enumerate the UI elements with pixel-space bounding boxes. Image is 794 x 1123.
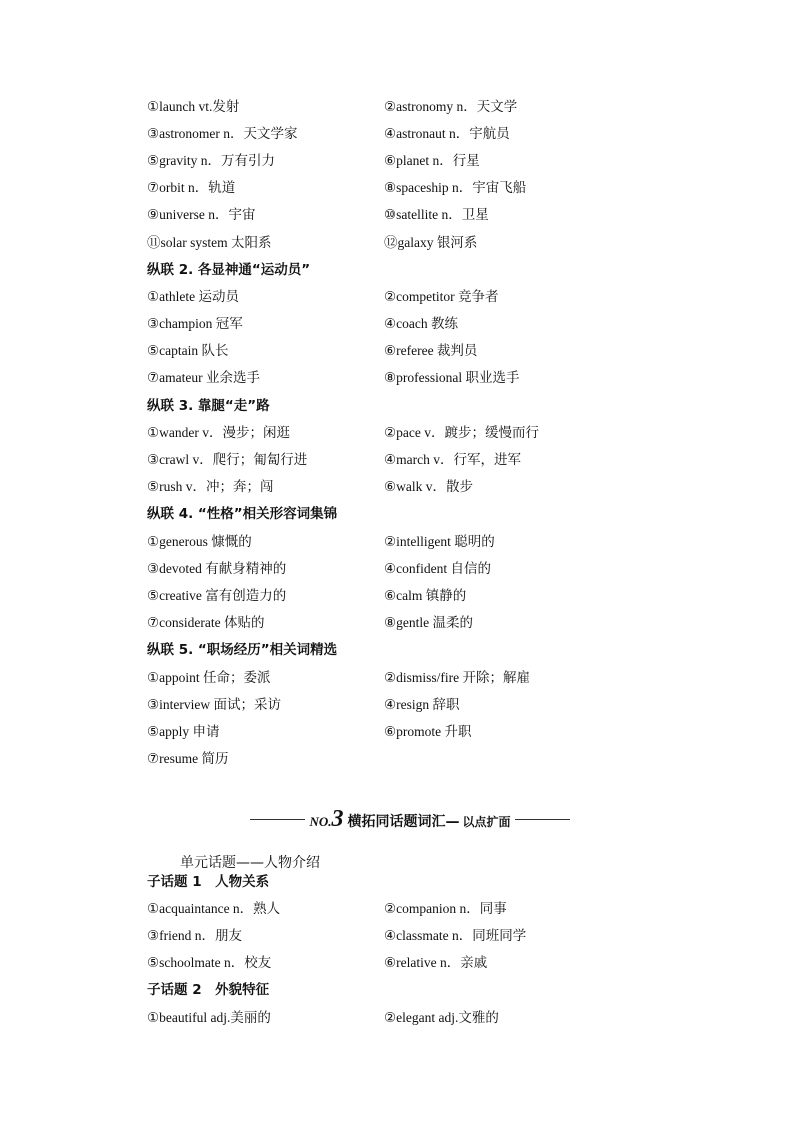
vocab-item: ⑤rush v．冲；奔；闯 xyxy=(147,479,274,495)
vocab-row xyxy=(147,173,647,200)
vocab-item: ⑪solar system 太阳系 xyxy=(147,234,272,250)
vocab-row xyxy=(147,118,647,145)
vocab-row xyxy=(147,363,647,390)
vocab-item: ②elegant adj.文雅的 xyxy=(384,1009,499,1025)
vocab-item: ⑤schoolmate n．校友 xyxy=(147,955,272,971)
unit-topic: 单元话题——人物介绍 xyxy=(180,855,320,871)
vocab-row xyxy=(147,948,647,975)
vocab-item: ⑥calm 镇静的 xyxy=(384,587,467,603)
vocab-row xyxy=(147,1002,647,1029)
vocab-row xyxy=(147,281,647,308)
vocab-item: ④march v．行军，进军 xyxy=(384,452,521,468)
vocab-item: ①wander v．漫步；闲逛 xyxy=(147,424,290,440)
vocab-row xyxy=(147,309,647,336)
vocab-item: ①generous 慷慨的 xyxy=(147,533,252,549)
banner-no: NO. xyxy=(309,813,332,829)
vocab-row xyxy=(147,608,647,635)
vocab-item: ⑧professional 职业选手 xyxy=(384,370,520,386)
vocab-row xyxy=(147,716,647,743)
vocab-row xyxy=(147,472,647,499)
vocab-row xyxy=(147,580,647,607)
vocab-item: ③champion 冠军 xyxy=(147,316,243,332)
vocab-item: ②pace v．踱步；缓慢而行 xyxy=(384,424,539,440)
subtopic-heading: 子话题 1 人物关系 xyxy=(147,873,270,890)
vocabulary-list-upper xyxy=(147,91,647,771)
vocab-item: ⑥promote 升职 xyxy=(384,723,472,739)
vocab-item: ④coach 教练 xyxy=(384,316,458,332)
vocab-item: ⑥walk v．散步 xyxy=(384,479,473,495)
vocab-item: ①appoint 任命；委派 xyxy=(147,669,271,685)
vocab-row xyxy=(147,227,647,254)
vocab-item: ④confident 自信的 xyxy=(384,560,491,576)
vocab-item: ⑤creative 富有创造力的 xyxy=(147,587,287,603)
vocab-item: ③astronomer n．天文学家 xyxy=(147,125,298,141)
vocab-row xyxy=(147,920,647,947)
vocab-item: ④resign 辞职 xyxy=(384,696,460,712)
vocab-item: ③friend n．朋友 xyxy=(147,927,242,943)
vocab-item: ⑧gentle 温柔的 xyxy=(384,615,473,631)
vocab-item: ⑥relative n．亲戚 xyxy=(384,955,488,971)
vocab-row xyxy=(147,91,647,118)
vocab-item: ⑤apply 申请 xyxy=(147,723,220,739)
banner-heading: 横拓同话题词汇 xyxy=(347,813,446,830)
vocab-item: ②companion n．同事 xyxy=(384,900,507,916)
banner-number: 3 xyxy=(331,805,344,832)
subtopic-heading: 子话题 2 外貌特征 xyxy=(147,982,270,999)
vocab-item: ⑨universe n．宇宙 xyxy=(147,207,256,223)
vocab-item: ①beautiful adj.美丽的 xyxy=(147,1009,271,1025)
vocab-row xyxy=(147,553,647,580)
vocab-row xyxy=(147,744,647,771)
vocabulary-list-lower xyxy=(147,866,647,1029)
vocab-item: ⑦considerate 体贴的 xyxy=(147,615,265,631)
divider xyxy=(515,819,570,820)
vocab-row xyxy=(147,444,647,471)
section-heading: 纵联 2. 各显神通“运动员” xyxy=(147,261,311,278)
banner-dash: — xyxy=(445,813,460,830)
vocab-item: ⑦resume 简历 xyxy=(147,751,229,767)
vocab-row xyxy=(147,417,647,444)
vocab-item: ⑥referee 裁判员 xyxy=(384,343,478,359)
section-banner xyxy=(250,802,570,836)
vocab-item: ⑥planet n．行星 xyxy=(384,152,480,168)
vocab-item: ②intelligent 聪明的 xyxy=(384,533,495,549)
vocab-item: ⑫galaxy 银河系 xyxy=(384,234,478,250)
section-space-vocab xyxy=(147,91,647,254)
vocab-row xyxy=(147,662,647,689)
banner-subtitle: 以点扩面 xyxy=(462,814,511,829)
vocab-item: ⑩satellite n．卫星 xyxy=(384,207,489,223)
vocab-item: ②dismiss/fire 开除；解雇 xyxy=(384,669,530,685)
vocab-item: ③devoted 有献身精神的 xyxy=(147,560,287,576)
vocab-item: ②astronomy n．天文学 xyxy=(384,98,518,114)
vocab-item: ⑦amateur 业余选手 xyxy=(147,370,260,386)
vocab-row xyxy=(147,689,647,716)
vocab-row xyxy=(147,145,647,172)
vocab-item: ④astronaut n．宇航员 xyxy=(384,125,510,141)
vocab-item: ②competitor 竞争者 xyxy=(384,288,499,304)
vocab-item: ①acquaintance n．熟人 xyxy=(147,900,281,916)
vocab-item: ⑤captain 队长 xyxy=(147,343,229,359)
vocab-item: ⑧spaceship n．宇宙飞船 xyxy=(384,180,527,196)
divider xyxy=(250,819,305,820)
vocab-item: ⑦orbit n．轨道 xyxy=(147,180,236,196)
vocab-row xyxy=(147,336,647,363)
section-heading: 纵联 4. “性格”相关形容词集锦 xyxy=(147,506,338,523)
vocab-item: ①launch vt.发射 xyxy=(147,98,240,114)
vocab-row xyxy=(147,526,647,553)
section-heading: 纵联 5. “职场经历”相关词精选 xyxy=(147,642,338,659)
vocab-row xyxy=(147,893,647,920)
vocab-item: ③interview 面试；采访 xyxy=(147,696,281,712)
banner-title xyxy=(305,806,514,833)
section-heading: 纵联 3. 靠腿“走”路 xyxy=(147,397,270,414)
vocab-item: ①athlete 运动员 xyxy=(147,288,239,304)
vocab-row xyxy=(147,200,647,227)
vocab-item: ③crawl v．爬行；匍匐行进 xyxy=(147,452,308,468)
vocab-item: ⑤gravity n．万有引力 xyxy=(147,152,275,168)
vocab-item: ④classmate n．同班同学 xyxy=(384,927,527,943)
